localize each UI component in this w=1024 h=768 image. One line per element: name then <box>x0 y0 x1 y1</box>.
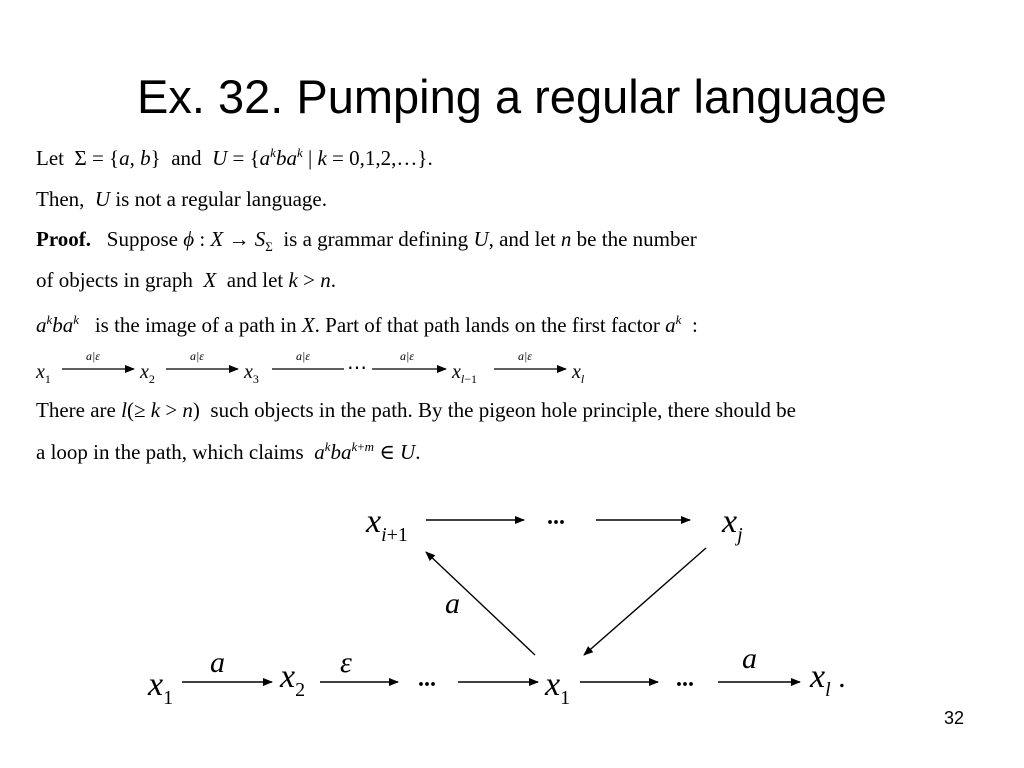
chain-label-1: a|ε <box>86 349 101 363</box>
fig-label-eps: ε <box>340 646 352 679</box>
fig-node-x1-left: $x_1$ <box>148 666 174 709</box>
fig-dots-bottom-2: ... <box>676 666 694 692</box>
page-number: 32 <box>943 708 964 728</box>
chain-node-xl: $x_l$ <box>572 361 585 386</box>
fig-arrow-down-diag <box>584 548 706 655</box>
chain-ellipsis: ⋯ <box>347 357 367 379</box>
loop-figure <box>147 503 846 709</box>
fig-node-xl: $x_l$ . <box>810 658 846 701</box>
fig-label-a-1: a <box>210 646 225 679</box>
text-line-7: There are l(≥ k > n) such objects in the path. By the pigeon hole principle, there should be <box>36 398 796 422</box>
text-line-8: a loop in the path, which claims $a^kba^{k+m}$ ∈ U. <box>36 439 421 464</box>
fig-dots-top: ... <box>547 504 565 530</box>
text-line-3: Proof. Suppose ϕ : $X \to S_\Sigma$ is a grammar defining U, and let n be the number <box>36 227 697 255</box>
chain-node-x3: $x_3$ <box>244 361 259 386</box>
slide-title: Ex. 32. Pumping a regular language <box>137 70 887 123</box>
chain-node-x2: $x_2$ <box>140 361 155 386</box>
path-chain <box>35 349 585 386</box>
chain-label-3: a|ε <box>296 349 311 363</box>
fig-dots-bottom-1: ... <box>418 666 436 692</box>
chain-node-x1: $x_1$ <box>36 361 51 386</box>
fig-node-xj: $x_j$ <box>722 503 743 546</box>
fig-node-xi1: $x_i+1$ <box>366 503 408 546</box>
text-line-2: Then, U is not a regular language. <box>36 187 327 211</box>
fig-node-x1-mid: $x_1$ <box>545 666 571 709</box>
chain-label-5: a|ε <box>518 349 533 363</box>
chain-node-xl-1: $x_l-1$ <box>452 361 478 386</box>
fig-label-a-diag: a <box>445 587 460 620</box>
text-line-5: $a^kba^k$ is the image of a path in X. Part of that path lands on the first factor $a^k$ : <box>36 312 698 337</box>
text-line-1: Let Σ = {a, b} and $U = \{a^kba^k$ | k = 0,1,2,…}. <box>36 145 433 170</box>
fig-node-x2: $x_2$ <box>280 658 306 701</box>
proof-label: Proof. <box>36 227 92 251</box>
chain-label-2: a|ε <box>190 349 205 363</box>
chain-label-4: a|ε <box>400 349 415 363</box>
fig-arrow-up-diag <box>426 552 535 655</box>
text-line-4: of objects in graph X and let k > n. <box>36 268 336 292</box>
fig-label-a-2: a <box>742 642 757 675</box>
